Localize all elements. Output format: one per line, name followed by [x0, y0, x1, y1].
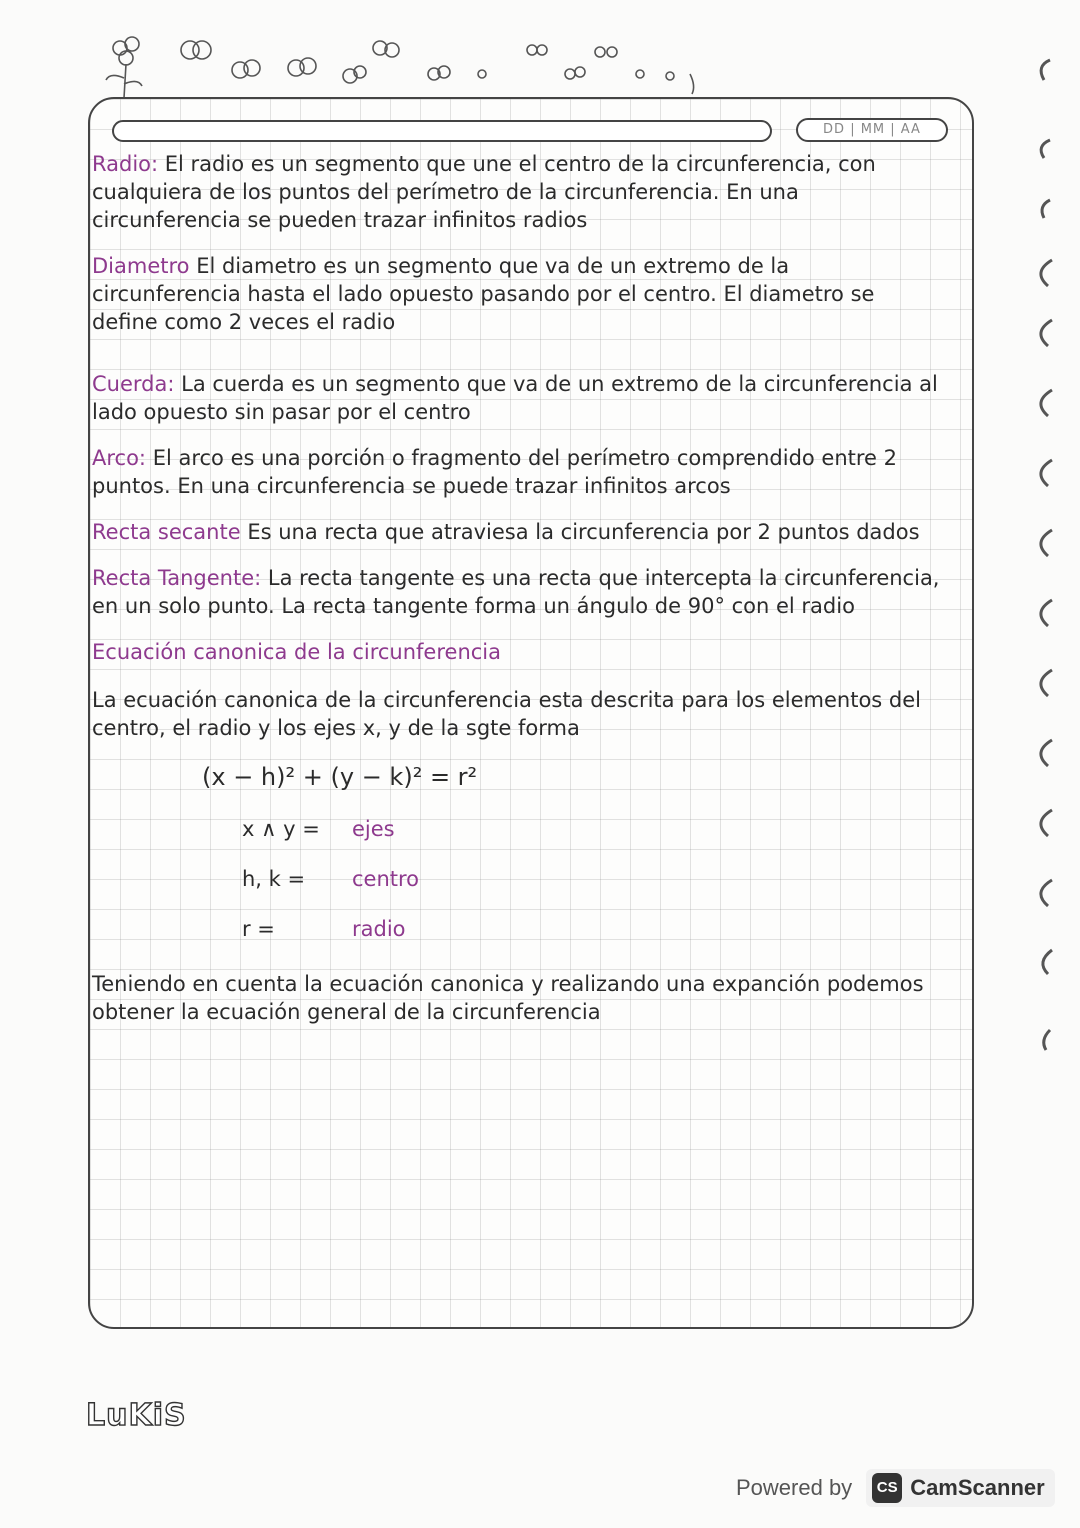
- paragraph-cuerda: [92, 370, 942, 426]
- camscanner-logo-icon: CS: [872, 1473, 902, 1503]
- paragraph-text: Es una recta que atraviesa la circunferencia por 2 puntos dados: [240, 520, 920, 544]
- term-label: Arco:: [92, 446, 147, 470]
- definition-row: [242, 804, 942, 854]
- section-heading: Ecuación canonica de la circunferencia: [92, 640, 501, 664]
- term-label: Recta Tangente:: [92, 566, 262, 590]
- title-bar: [112, 120, 772, 142]
- definition-row: [242, 854, 942, 904]
- camscanner-badge: [866, 1469, 1055, 1507]
- definition-symbol: h, k =: [242, 867, 306, 891]
- paragraph-text: El diametro es un segmento que va de un extremo de la circunferencia hasta el lado opuesto pasando por el centro. El diametro se define como 2 veces el radio: [92, 254, 875, 334]
- definition-meaning: ejes: [352, 817, 395, 841]
- term-label: Cuerda:: [92, 372, 175, 396]
- flower-doodles: [80, 28, 740, 108]
- definition-meaning: centro: [352, 867, 420, 891]
- powered-by-label: Powered by: [736, 1475, 853, 1500]
- paragraph-text: El radio es un segmento que une el centro de la circunferencia, con cualquiera de los puntos del perímetro de la circunferencia. En una circunferencia se pueden trazar infinitos radios: [92, 152, 876, 232]
- canonical-formula: (x − h)² + (y − k)² = r²: [202, 763, 478, 791]
- binder-rings: [1010, 40, 1070, 1090]
- term-label: Diametro: [92, 254, 190, 278]
- paragraph-diametro: [92, 252, 942, 336]
- camscanner-brand: CamScanner: [910, 1475, 1045, 1500]
- term-label: Radio:: [92, 152, 159, 176]
- notes-content: [92, 150, 942, 1044]
- definition-symbol: r =: [242, 917, 275, 941]
- term-label: Recta secante: [92, 520, 241, 544]
- signature: LuKiS: [86, 1398, 187, 1433]
- paragraph-recta-tangente: [92, 564, 942, 620]
- closing-paragraph: Teniendo en cuenta la ecuación canonica y realizando una expanción podemos obtener la ecuación general de la circunferencia: [92, 972, 924, 1024]
- definition-row: [242, 904, 942, 954]
- paragraph-text: El arco es una porción o fragmento del perímetro comprendido entre 2 puntos. En una circunferencia se puede trazar infinitos arcos: [92, 446, 898, 498]
- paragraph-arco: [92, 444, 942, 500]
- paragraph-text: La recta tangente es una recta que intercepta la circunferencia, en un solo punto. La recta tangente forma un ángulo de 90° con el radio: [92, 566, 940, 618]
- paragraph-text: La cuerda es un segmento que va de un extremo de la circunferencia al lado opuesto sin pasar por el centro: [92, 372, 938, 424]
- intro-paragraph: La ecuación canonica de la circunferencia esta descrita para los elementos del centro, el radio y los ejes x, y de la sgte forma: [92, 688, 922, 740]
- camscanner-watermark: [736, 1468, 1055, 1508]
- formula-definitions: [242, 804, 942, 954]
- definition-symbol: x ∧ y =: [242, 817, 320, 841]
- date-box: DD | MM | AA: [796, 118, 948, 142]
- paragraph-recta-secante: [92, 518, 942, 546]
- definition-meaning: radio: [352, 917, 406, 941]
- paragraph-radio: [92, 150, 942, 234]
